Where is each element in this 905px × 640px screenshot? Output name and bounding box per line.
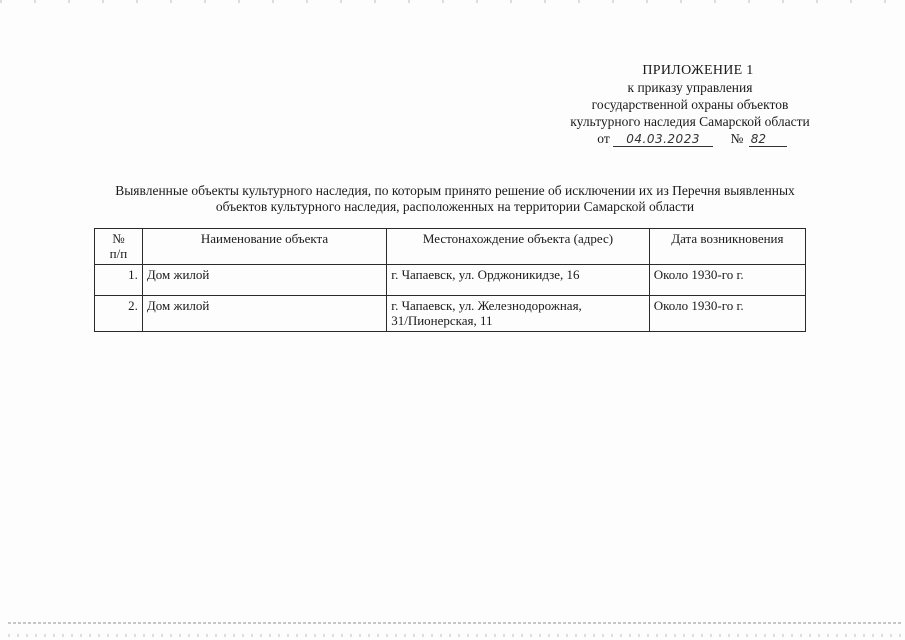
handwritten-number: 82 <box>749 133 787 147</box>
header-num-line-1: № <box>112 231 125 246</box>
heading-line-1: Выявленные объекты культурного наследия, по которым принято решение об исключении их из Перечня выявленных <box>115 183 795 198</box>
handwritten-date: 04.03.2023 <box>613 133 713 147</box>
header-num-line-2: п/п <box>109 246 128 261</box>
heading-line-2: объектов культурного наследия, расположенных на территории Самарской области <box>215 199 695 214</box>
table-header-row <box>95 229 806 265</box>
row-num: 1. <box>95 265 143 296</box>
order-reference <box>524 130 860 147</box>
appendix-line-1: к приказу управления <box>627 80 753 95</box>
document-heading <box>70 183 840 215</box>
scan-artifact-bottom <box>8 622 903 624</box>
number-label: № <box>730 131 744 146</box>
row-address <box>387 265 650 296</box>
row-address-line-1: г. Чапаевск, ул. Орджоникидзе, 16 <box>391 267 580 282</box>
appendix-title: ПРИЛОЖЕНИЕ 1 <box>642 63 754 78</box>
date-prefix: от <box>597 131 610 146</box>
objects-table <box>94 228 806 332</box>
row-address-line-2: 31/Пионерская, 11 <box>391 313 493 328</box>
table-row <box>95 265 806 296</box>
row-num: 2. <box>95 296 143 332</box>
scan-artifact-top <box>0 0 905 3</box>
header-date: Дата возникновения <box>649 229 805 265</box>
appendix-line-3: культурного наследия Самарской области <box>570 114 810 129</box>
row-address <box>387 296 650 332</box>
appendix-line-2: государственной охраны объектов <box>591 97 789 112</box>
row-date: Около 1930-го г. <box>649 265 805 296</box>
table-row <box>95 296 806 332</box>
appendix-block <box>520 62 860 147</box>
row-date: Около 1930-го г. <box>649 296 805 332</box>
scan-artifact-bottom-2 <box>8 634 903 637</box>
row-address-line-1: г. Чапаевск, ул. Железнодорожная, <box>391 298 582 313</box>
header-address: Местонахождение объекта (адрес) <box>387 229 650 265</box>
row-name: Дом жилой <box>142 296 386 332</box>
row-name: Дом жилой <box>142 265 386 296</box>
header-num <box>95 229 143 265</box>
header-name: Наименование объекта <box>142 229 386 265</box>
